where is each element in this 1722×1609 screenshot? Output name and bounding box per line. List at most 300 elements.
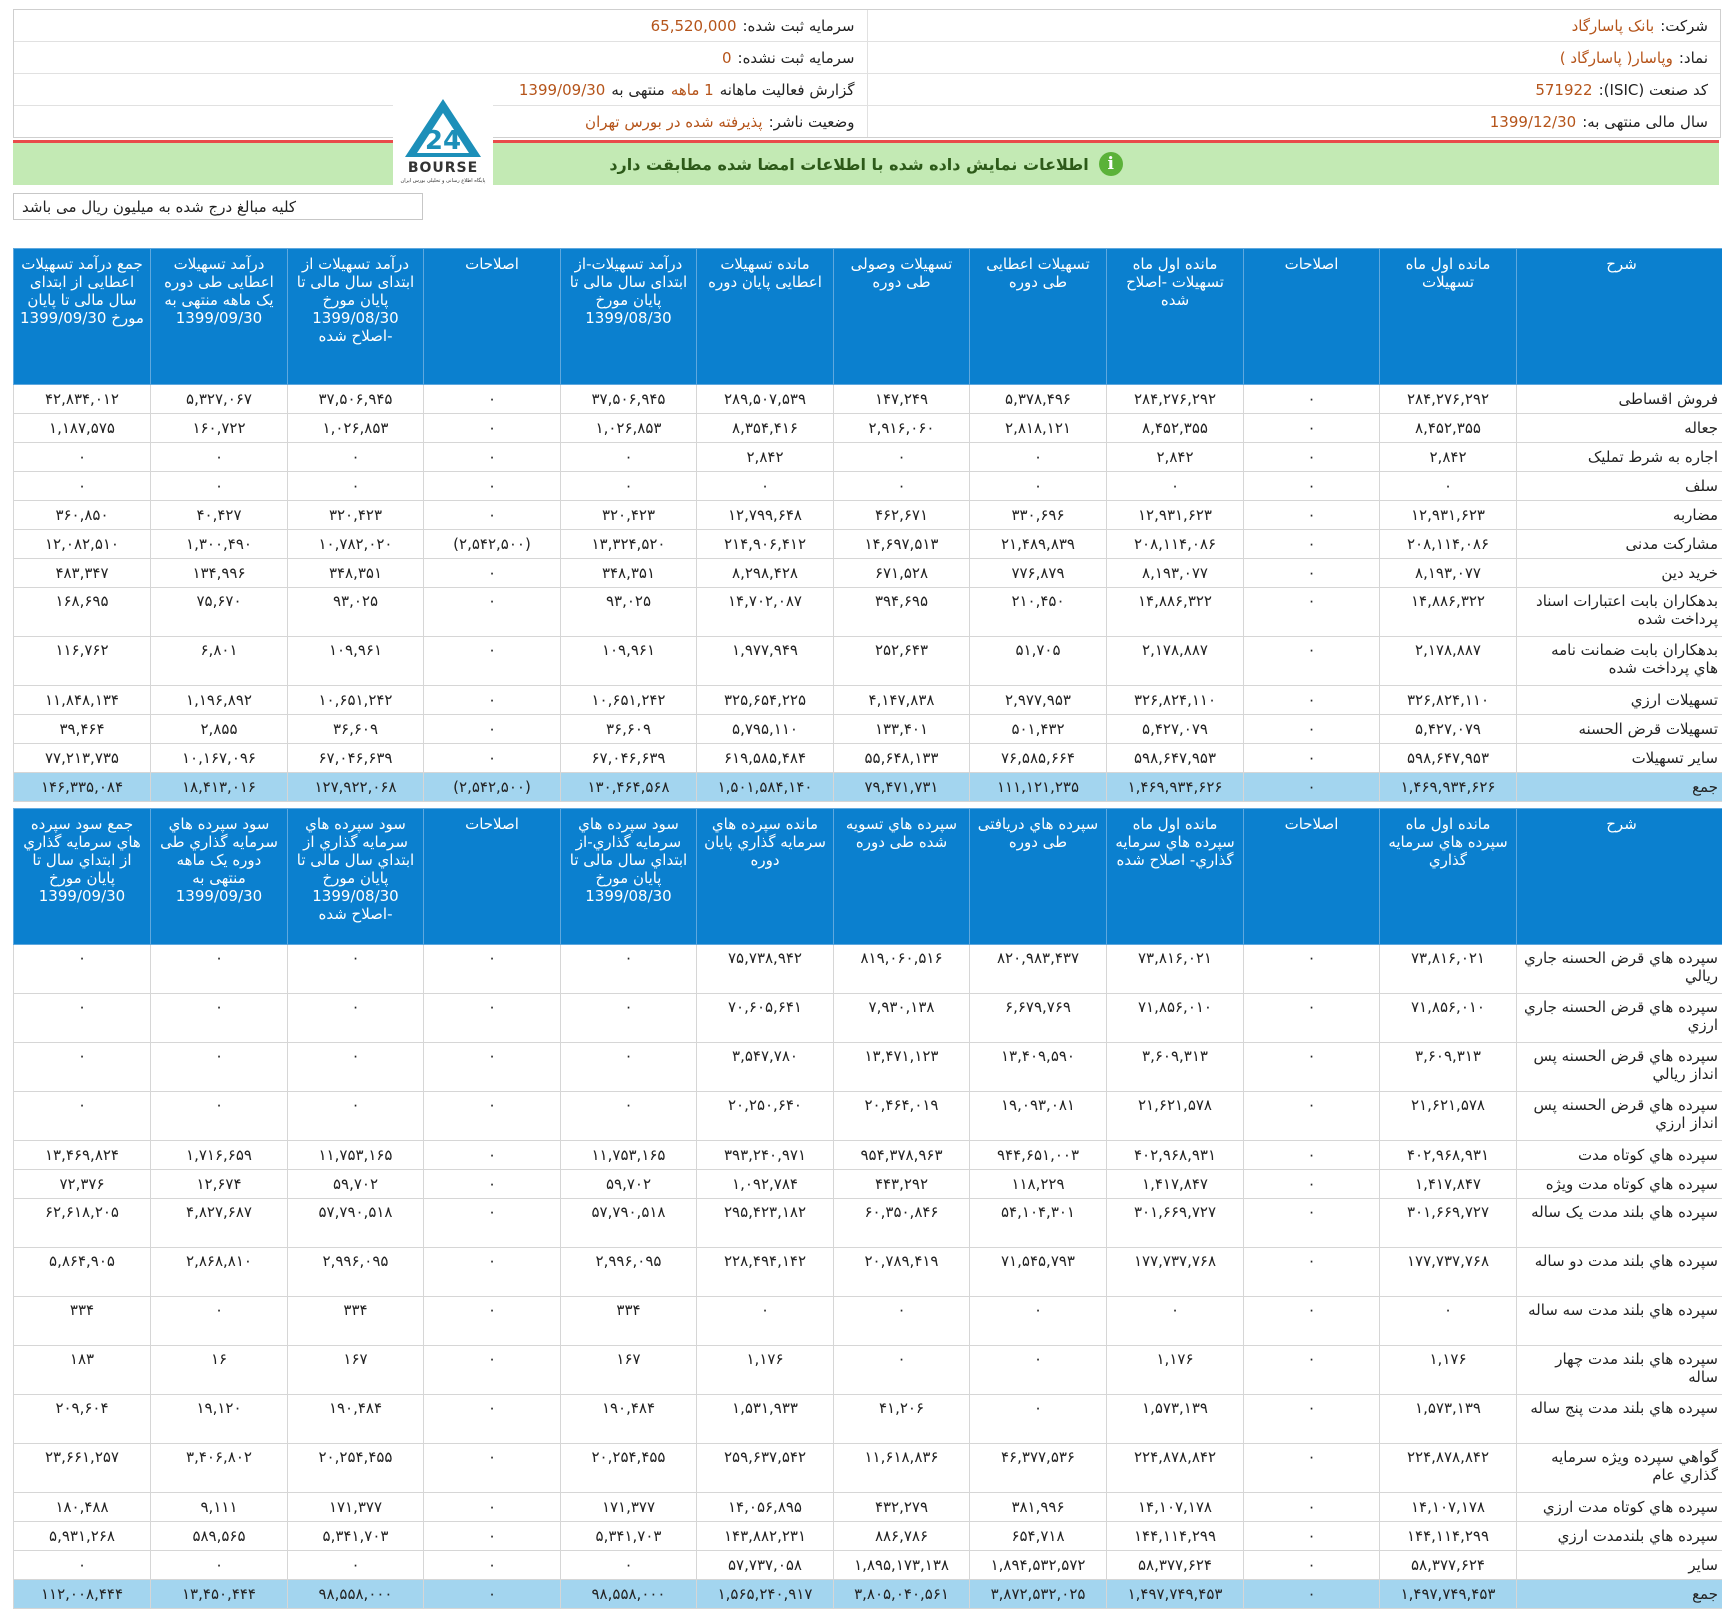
logo-text: BOURSE	[408, 160, 478, 176]
table-cell: ۱,۴۶۹,۹۳۴,۶۲۶	[1380, 773, 1517, 802]
capital-label: سرمایه ثبت شده:	[743, 17, 855, 35]
table-cell: ۰	[834, 443, 970, 472]
table-cell: ۱۶	[151, 1346, 288, 1395]
table-cell: ۰	[970, 1346, 1107, 1395]
table-cell: ۱۰,۷۸۲,۰۲۰	[288, 530, 424, 559]
table-cell: ۱۳۴,۹۹۶	[151, 559, 288, 588]
table-cell: ۰	[1244, 1092, 1380, 1141]
table-cell: ۲۲۴,۸۷۸,۸۴۲	[1107, 1444, 1244, 1493]
table-cell: ۰	[1244, 1170, 1380, 1199]
table-cell: ۵۷,۷۹۰,۵۱۸	[561, 1199, 697, 1248]
table-cell: ۰	[561, 945, 697, 994]
table-cell: ۳,۴۰۶,۸۰۲	[151, 1444, 288, 1493]
table-cell: ۱,۱۹۶,۸۹۲	[151, 686, 288, 715]
table-cell: ۷۰,۶۰۵,۶۴۱	[697, 994, 834, 1043]
row-label: بدهکاران بابت اعتبارات اسناد پرداخت شده	[1517, 588, 1722, 637]
table-cell: ۰	[424, 945, 561, 994]
table-cell: ۰	[1244, 945, 1380, 994]
table-cell: ۲۱,۶۲۱,۵۷۸	[1107, 1092, 1244, 1141]
table-row	[14, 1297, 1722, 1346]
row-label: سلف	[1517, 472, 1722, 501]
table-cell: ۷۵,۷۳۸,۹۴۲	[697, 945, 834, 994]
fiscal-value: 1399/12/30	[1490, 113, 1576, 131]
table-cell: ۶۲,۶۱۸,۲۰۵	[14, 1199, 151, 1248]
table-cell: ۰	[1244, 1297, 1380, 1346]
table-row	[14, 385, 1722, 414]
table-row	[14, 530, 1722, 559]
table-cell: ۲۸۴,۲۷۶,۲۹۲	[1380, 385, 1517, 414]
table-cell: ۰	[1244, 715, 1380, 744]
table-cell: ۱,۷۱۶,۶۵۹	[151, 1141, 288, 1170]
table-cell: ۰	[970, 443, 1107, 472]
table-cell: ۰	[14, 994, 151, 1043]
table-cell: ۰	[1244, 472, 1380, 501]
unregistered-label: سرمایه ثبت نشده:	[738, 49, 855, 67]
loans-total-row	[14, 773, 1722, 802]
table-row	[14, 1141, 1722, 1170]
table-cell: ۰	[424, 1297, 561, 1346]
table-cell: ۱۴,۱۰۷,۱۷۸	[1380, 1493, 1517, 1522]
table-cell: ۰	[424, 501, 561, 530]
report-label: گزارش فعالیت ماهانه	[720, 81, 855, 99]
table-cell: ۱۴۷,۲۴۹	[834, 385, 970, 414]
table-cell: ۳,۶۰۹,۳۱۳	[1380, 1043, 1517, 1092]
table-cell: ۰	[1244, 1551, 1380, 1580]
table-cell: ۱۴,۸۸۶,۳۲۲	[1107, 588, 1244, 637]
table-cell: ۱,۵۶۵,۲۴۰,۹۱۷	[697, 1580, 834, 1609]
table-cell: ۴۰,۴۲۷	[151, 501, 288, 530]
table-cell: ۱۴۴,۱۱۴,۲۹۹	[1380, 1522, 1517, 1551]
symbol-value: وپاسار( پاسارگاد )	[1560, 49, 1673, 67]
loans-header-2: اصلاحات	[1244, 249, 1380, 385]
row-label: سپرده هاي بلندمدت ارزي	[1517, 1522, 1722, 1551]
isic-value: 571922	[1535, 81, 1592, 99]
table-row	[14, 1346, 1722, 1395]
deposits-header-3: مانده اول ماه سپرده هاي سرمایه گذاري- اصلاح شده	[1107, 809, 1244, 945]
table-cell: ۲,۱۷۸,۸۸۷	[1380, 637, 1517, 686]
table-cell: ۵,۸۶۴,۹۰۵	[14, 1248, 151, 1297]
row-label: جمع	[1517, 773, 1722, 802]
table-cell: ۹۸,۵۵۸,۰۰۰	[288, 1580, 424, 1609]
table-row	[14, 1170, 1722, 1199]
deposits-header-0: شرح	[1517, 809, 1722, 945]
table-cell: ۳۸۱,۹۹۶	[970, 1493, 1107, 1522]
table-cell: ۰	[424, 1043, 561, 1092]
deposits-header-4: سپرده هاي دریافتی طی دوره	[970, 809, 1107, 945]
table-cell: ۰	[424, 715, 561, 744]
table-cell: ۱,۰۲۶,۸۵۳	[288, 414, 424, 443]
table-cell: ۲,۸۴۲	[1380, 443, 1517, 472]
table-cell: ۱۴۶,۳۳۵,۰۸۴	[14, 773, 151, 802]
table-cell: ۲۵۲,۶۴۳	[834, 637, 970, 686]
table-cell: ۰	[14, 1551, 151, 1580]
table-cell: ۱۸۳	[14, 1346, 151, 1395]
row-label: سپرده هاي بلند مدت سه ساله	[1517, 1297, 1722, 1346]
table-cell: ۷۱,۸۵۶,۰۱۰	[1380, 994, 1517, 1043]
deposits-header-6: مانده سپرده هاي سرمایه گذاري پایان دوره	[697, 809, 834, 945]
table-cell: ۱,۵۷۳,۱۳۹	[1380, 1395, 1517, 1444]
table-cell: ۰	[151, 1297, 288, 1346]
table-cell: ۰	[1244, 559, 1380, 588]
table-cell: ۱۰,۶۵۱,۲۴۲	[561, 686, 697, 715]
table-cell: ۲۸۹,۵۰۷,۵۳۹	[697, 385, 834, 414]
table-cell: ۵,۷۹۵,۱۱۰	[697, 715, 834, 744]
table-cell: ۱,۴۱۷,۸۴۷	[1107, 1170, 1244, 1199]
row-label: مشارکت مدنی	[1517, 530, 1722, 559]
table-cell: ۲۱,۶۲۱,۵۷۸	[1380, 1092, 1517, 1141]
row-label: جعاله	[1517, 414, 1722, 443]
table-cell: ۷۳,۸۱۶,۰۲۱	[1107, 945, 1244, 994]
table-cell: ۱۳,۴۶۹,۸۲۴	[14, 1141, 151, 1170]
table-cell: ۳۰۱,۶۶۹,۷۲۷	[1380, 1199, 1517, 1248]
table-cell: ۲,۸۱۸,۱۲۱	[970, 414, 1107, 443]
loans-header-0: شرح	[1517, 249, 1722, 385]
table-cell: ۰	[697, 1297, 834, 1346]
table-row	[14, 744, 1722, 773]
table-cell: ۹۴۴,۶۵۱,۰۰۳	[970, 1141, 1107, 1170]
company-row	[867, 10, 1721, 41]
table-cell: ۰	[424, 1248, 561, 1297]
isic-label: کد صنعت (ISIC):	[1599, 81, 1708, 99]
table-cell: ۱۳,۴۰۹,۵۹۰	[970, 1043, 1107, 1092]
table-row	[14, 1199, 1722, 1248]
table-cell: ۲۲۸,۴۹۴,۱۴۲	[697, 1248, 834, 1297]
table-cell: ۱,۱۷۶	[697, 1346, 834, 1395]
status-value: پذیرفته شده در بورس تهران	[585, 113, 763, 131]
table-cell: ۰	[424, 1580, 561, 1609]
table-cell: ۲,۸۶۸,۸۱۰	[151, 1248, 288, 1297]
loans-header-11: جمع درآمد تسهیلات اعطایی از ابتدای سال مالی تا پایان مورخ 1399/09/30	[14, 249, 151, 385]
table-cell: ۱۶۷	[288, 1346, 424, 1395]
table-cell: ۱,۴۱۷,۸۴۷	[1380, 1170, 1517, 1199]
table-cell: ۷۹,۴۷۱,۷۳۱	[834, 773, 970, 802]
table-cell: ۱,۵۷۳,۱۳۹	[1107, 1395, 1244, 1444]
deposits-header-9: سود سپرده هاي سرمایه گذاري از ابتداي سال مالی تا پایان مورخ 1399/08/30 -اصلاح شده	[288, 809, 424, 945]
table-cell: ۷,۹۳۰,۱۳۸	[834, 994, 970, 1043]
table-cell: ۰	[288, 1092, 424, 1141]
capital-row	[14, 10, 867, 41]
table-cell: ۰	[970, 472, 1107, 501]
table-cell: ۰	[561, 1551, 697, 1580]
table-cell: ۴,۸۲۷,۶۸۷	[151, 1199, 288, 1248]
table-row	[14, 994, 1722, 1043]
table-cell: ۰	[1244, 1444, 1380, 1493]
table-cell: ۰	[424, 559, 561, 588]
table-cell: ۱۹۰,۴۸۴	[561, 1395, 697, 1444]
table-cell: ۲۵۹,۶۳۷,۵۴۲	[697, 1444, 834, 1493]
table-cell: ۱۳,۴۷۱,۱۲۳	[834, 1043, 970, 1092]
table-row	[14, 443, 1722, 472]
table-cell: ۰	[1107, 472, 1244, 501]
loans-header-5: تسهیلات وصولی طی دوره	[834, 249, 970, 385]
table-cell: ۰	[1244, 414, 1380, 443]
table-cell: ۱۳,۳۲۴,۵۲۰	[561, 530, 697, 559]
table-cell: ۳۷,۵۰۶,۹۴۵	[288, 385, 424, 414]
table-cell: (۲,۵۴۲,۵۰۰)	[424, 773, 561, 802]
table-cell: ۱,۱۷۶	[1380, 1346, 1517, 1395]
table-row	[14, 414, 1722, 443]
table-cell: ۱۴,۰۵۶,۸۹۵	[697, 1493, 834, 1522]
table-cell: ۸۸۶,۷۸۶	[834, 1522, 970, 1551]
table-cell: ۱,۰۲۶,۸۵۳	[561, 414, 697, 443]
table-cell: ۳۴۸,۳۵۱	[288, 559, 424, 588]
table-cell: ۱۴,۱۰۷,۱۷۸	[1107, 1493, 1244, 1522]
table-cell: ۱,۳۰۰,۴۹۰	[151, 530, 288, 559]
unregistered-capital-row	[14, 42, 867, 73]
table-cell: ۷۳,۸۱۶,۰۲۱	[1380, 945, 1517, 994]
table-cell: ۰	[424, 1444, 561, 1493]
table-cell: ۰	[424, 385, 561, 414]
table-cell: ۰	[1244, 1043, 1380, 1092]
table-cell: ۰	[1244, 773, 1380, 802]
table-cell: ۰	[424, 744, 561, 773]
table-cell: ۰	[424, 1199, 561, 1248]
table-cell: ۵۱,۷۰۵	[970, 637, 1107, 686]
table-cell: ۱,۱۸۷,۵۷۵	[14, 414, 151, 443]
table-cell: ۱۲,۹۳۱,۶۲۳	[1107, 501, 1244, 530]
table-cell: ۲۰,۲۵۴,۴۵۵	[288, 1444, 424, 1493]
table-row	[14, 686, 1722, 715]
table-cell: ۰	[14, 1043, 151, 1092]
table-cell: ۳۳۴	[288, 1297, 424, 1346]
deposits-header-row	[14, 809, 1722, 945]
row-label: سپرده هاي کوتاه مدت	[1517, 1141, 1722, 1170]
deposits-header-2: اصلاحات	[1244, 809, 1380, 945]
table-row	[14, 472, 1722, 501]
table-row	[14, 637, 1722, 686]
table-cell: ۷۱,۵۴۵,۷۹۳	[970, 1248, 1107, 1297]
loans-header-9: درآمد تسهیلات از ابتدای سال مالی تا پایان مورخ 1399/08/30 -اصلاح شده	[288, 249, 424, 385]
table-cell: ۰	[424, 588, 561, 637]
table-cell: ۶۱۹,۵۸۵,۴۸۴	[697, 744, 834, 773]
table-row	[14, 1092, 1722, 1141]
table-row	[14, 715, 1722, 744]
table-cell: ۵,۴۲۷,۰۷۹	[1107, 715, 1244, 744]
table-cell: ۱۷۷,۷۳۷,۷۶۸	[1380, 1248, 1517, 1297]
table-cell: ۲۲۴,۸۷۸,۸۴۲	[1380, 1444, 1517, 1493]
table-cell: ۰	[424, 994, 561, 1043]
table-cell: ۴۰۲,۹۶۸,۹۳۱	[1107, 1141, 1244, 1170]
table-cell: ۰	[561, 443, 697, 472]
table-cell: ۶۷,۰۴۶,۶۳۹	[561, 744, 697, 773]
table-cell: ۵,۳۷۸,۴۹۶	[970, 385, 1107, 414]
table-cell: ۳۷,۵۰۶,۹۴۵	[561, 385, 697, 414]
verification-text: اطلاعات نمایش داده شده با اطلاعات امضا شده مطابقت دارد	[609, 155, 1088, 174]
table-cell: ۲۰,۲۵۰,۶۴۰	[697, 1092, 834, 1141]
table-cell: ۴۶۲,۶۷۱	[834, 501, 970, 530]
table-cell: ۸,۲۹۸,۴۲۸	[697, 559, 834, 588]
table-cell: ۸,۱۹۳,۰۷۷	[1107, 559, 1244, 588]
table-cell: ۵,۳۲۷,۰۶۷	[151, 385, 288, 414]
row-label: بدهکاران بابت ضمانت نامه هاي پرداخت شده	[1517, 637, 1722, 686]
table-cell: ۱,۱۷۶	[1107, 1346, 1244, 1395]
info-icon: i	[1099, 152, 1123, 176]
table-cell: ۸,۴۵۲,۳۵۵	[1380, 414, 1517, 443]
table-cell: ۳۶,۶۰۹	[561, 715, 697, 744]
table-cell: ۰	[424, 637, 561, 686]
table-cell: ۰	[14, 472, 151, 501]
table-cell: ۰	[1380, 1297, 1517, 1346]
table-cell: ۹۳,۰۲۵	[288, 588, 424, 637]
table-cell: ۶,۸۰۱	[151, 637, 288, 686]
row-label: تسهیلات ارزي	[1517, 686, 1722, 715]
table-cell: ۶۷,۰۴۶,۶۳۹	[288, 744, 424, 773]
deposits-header-7: سود سپرده هاي سرمایه گذاري-از ابتداي سال مالی تا پایان مورخ 1399/08/30	[561, 809, 697, 945]
table-cell: ۰	[424, 1170, 561, 1199]
table-cell: ۰	[288, 1043, 424, 1092]
deposits-header-10: سود سپرده هاي سرمایه گذاري طی دوره یک ماهه منتهی به 1399/09/30	[151, 809, 288, 945]
table-cell: ۰	[424, 414, 561, 443]
table-cell: ۲۰,۲۵۴,۴۵۵	[561, 1444, 697, 1493]
table-cell: ۲۱,۴۸۹,۸۳۹	[970, 530, 1107, 559]
table-row	[14, 1248, 1722, 1297]
table-cell: ۰	[288, 994, 424, 1043]
company-value: بانک پاسارگاد	[1572, 17, 1655, 35]
table-cell: ۷۷,۲۱۳,۷۳۵	[14, 744, 151, 773]
fiscal-row	[867, 106, 1721, 137]
deposits-header-11: جمع سود سپرده هاي سرمایه گذاري از ابتداي سال تا پایان مورخ 1399/09/30	[14, 809, 151, 945]
table-cell: ۰	[424, 443, 561, 472]
row-label: سپرده هاي کوتاه مدت ويژه	[1517, 1170, 1722, 1199]
row-label: فروش اقساطی	[1517, 385, 1722, 414]
table-cell: ۴۴۳,۲۹۲	[834, 1170, 970, 1199]
table-cell: ۱۶۸,۶۹۵	[14, 588, 151, 637]
table-cell: ۰	[151, 472, 288, 501]
table-cell: ۸۲۰,۹۸۳,۴۳۷	[970, 945, 1107, 994]
fiscal-label: سال مالی منتهی به:	[1582, 113, 1708, 131]
row-label: سپرده هاي بلند مدت چهار ساله	[1517, 1346, 1722, 1395]
loans-header-4: تسهیلات اعطایی طی دوره	[970, 249, 1107, 385]
row-label: سپرده هاي کوتاه مدت ارزي	[1517, 1493, 1722, 1522]
units-note: کلیه مبالغ درج شده به میلیون ریال می باشد	[13, 193, 423, 220]
loans-header-10: درآمد تسهیلات اعطایی طی دوره یک ماهه منتهی به 1399/09/30	[151, 249, 288, 385]
table-cell: ۱۲,۰۸۲,۵۱۰	[14, 530, 151, 559]
table-cell: ۹,۱۱۱	[151, 1493, 288, 1522]
table-cell: ۱,۵۰۱,۵۸۴,۱۴۰	[697, 773, 834, 802]
table-cell: ۱۹۰,۴۸۴	[288, 1395, 424, 1444]
report-end-date: 1399/09/30	[519, 81, 605, 99]
table-cell: ۱۱۲,۰۰۸,۴۴۴	[14, 1580, 151, 1609]
table-cell: ۱۷۱,۳۷۷	[561, 1493, 697, 1522]
table-cell: ۳۰۱,۶۶۹,۷۲۷	[1107, 1199, 1244, 1248]
table-cell: ۱۱,۷۵۳,۱۶۵	[288, 1141, 424, 1170]
loans-body	[14, 385, 1722, 802]
table-cell: ۰	[1244, 530, 1380, 559]
table-cell: ۲۰۹,۶۰۴	[14, 1395, 151, 1444]
table-cell: ۷۲,۳۷۶	[14, 1170, 151, 1199]
table-cell: ۳۲۶,۸۲۴,۱۱۰	[1107, 686, 1244, 715]
table-cell: ۰	[561, 1092, 697, 1141]
table-cell: ۸۱۹,۰۶۰,۵۱۶	[834, 945, 970, 994]
loans-header-1: مانده اول ماه تسهیلات	[1380, 249, 1517, 385]
table-cell: ۳۳۴	[14, 1297, 151, 1346]
table-cell: ۰	[970, 1297, 1107, 1346]
table-cell: ۲۹۵,۴۲۳,۱۸۲	[697, 1199, 834, 1248]
table-cell: ۵۹۸,۶۴۷,۹۵۳	[1107, 744, 1244, 773]
report-period: 1 ماهه	[671, 81, 714, 99]
table-cell: ۵,۳۴۱,۷۰۳	[288, 1522, 424, 1551]
table-cell: ۳,۵۴۷,۷۸۰	[697, 1043, 834, 1092]
table-cell: ۱۱۱,۱۲۱,۲۳۵	[970, 773, 1107, 802]
table-cell: ۱۸۰,۴۸۸	[14, 1493, 151, 1522]
table-cell: ۱۰۹,۹۶۱	[288, 637, 424, 686]
table-cell: ۳۳۰,۶۹۶	[970, 501, 1107, 530]
table-cell: ۱,۸۹۵,۱۷۳,۱۳۸	[834, 1551, 970, 1580]
row-label: سپرده هاي بلند مدت يک ساله	[1517, 1199, 1722, 1248]
table-cell: ۹۵۴,۳۷۸,۹۶۳	[834, 1141, 970, 1170]
table-cell: ۸,۴۵۲,۳۵۵	[1107, 414, 1244, 443]
unregistered-value: 0	[722, 49, 732, 67]
row-label: سپرده هاي قرض الحسنه پس انداز ريالي	[1517, 1043, 1722, 1092]
report-end-label: منتهی به	[611, 81, 665, 99]
table-cell: ۱۴,۶۹۷,۵۱۳	[834, 530, 970, 559]
table-cell: ۳۲۰,۴۲۳	[561, 501, 697, 530]
table-cell: ۰	[424, 1395, 561, 1444]
table-cell: ۰	[424, 686, 561, 715]
table-cell: ۰	[1244, 1346, 1380, 1395]
table-cell: ۰	[288, 945, 424, 994]
table-cell: ۰	[1380, 472, 1517, 501]
table-cell: ۶۷۱,۵۲۸	[834, 559, 970, 588]
table-cell: ۰	[151, 443, 288, 472]
row-label: سایر تسهیلات	[1517, 744, 1722, 773]
table-cell: ۵,۴۲۷,۰۷۹	[1380, 715, 1517, 744]
loans-header-3: مانده اول ماه تسهیلات -اصلاح شده	[1107, 249, 1244, 385]
table-cell: ۰	[1244, 637, 1380, 686]
table-cell: ۵۰۱,۴۳۲	[970, 715, 1107, 744]
company-info-panel	[13, 9, 1721, 138]
row-label: سپرده هاي بلند مدت دو ساله	[1517, 1248, 1722, 1297]
table-cell: ۵۸,۳۷۷,۶۲۴	[1380, 1551, 1517, 1580]
table-cell: ۱۲,۹۳۱,۶۲۳	[1380, 501, 1517, 530]
verification-banner	[13, 143, 1719, 185]
table-cell: ۶۰,۳۵۰,۸۴۶	[834, 1199, 970, 1248]
table-cell: ۰	[151, 945, 288, 994]
table-cell: ۲,۸۵۵	[151, 715, 288, 744]
table-cell: ۱۰,۶۵۱,۲۴۲	[288, 686, 424, 715]
table-row	[14, 559, 1722, 588]
table-cell: ۰	[1244, 501, 1380, 530]
row-label: سپرده هاي بلند مدت پنج ساله	[1517, 1395, 1722, 1444]
table-cell: ۲,۱۷۸,۸۸۷	[1107, 637, 1244, 686]
table-cell: ۵,۹۳۱,۲۶۸	[14, 1522, 151, 1551]
table-cell: ۱۱,۸۴۸,۱۳۴	[14, 686, 151, 715]
loans-header-8: اصلاحات	[424, 249, 561, 385]
row-label: سپرده هاي قرض الحسنه جاري ارزي	[1517, 994, 1722, 1043]
table-row	[14, 588, 1722, 637]
table-cell: ۰	[561, 994, 697, 1043]
table-cell: ۴,۱۴۷,۸۳۸	[834, 686, 970, 715]
table-cell: ۳,۶۰۹,۳۱۳	[1107, 1043, 1244, 1092]
table-cell: ۰	[151, 1043, 288, 1092]
table-cell: ۵۵,۶۴۸,۱۳۳	[834, 744, 970, 773]
table-cell: ۰	[1244, 744, 1380, 773]
table-cell: ۰	[424, 472, 561, 501]
table-cell: ۱۴,۷۰۲,۰۸۷	[697, 588, 834, 637]
table-cell: ۵۸۹,۵۶۵	[151, 1522, 288, 1551]
table-cell: ۰	[424, 1522, 561, 1551]
table-cell: ۳۲۰,۴۲۳	[288, 501, 424, 530]
table-cell: ۲۰۸,۱۱۴,۰۸۶	[1380, 530, 1517, 559]
table-cell: ۶۵۴,۷۱۸	[970, 1522, 1107, 1551]
table-cell: ۲۰,۷۸۹,۴۱۹	[834, 1248, 970, 1297]
table-cell: ۲۱۰,۴۵۰	[970, 588, 1107, 637]
isic-row	[867, 74, 1721, 105]
table-cell: ۵۹۸,۶۴۷,۹۵۳	[1380, 744, 1517, 773]
table-cell: ۴۸۳,۳۴۷	[14, 559, 151, 588]
table-cell: ۲,۹۹۶,۰۹۵	[288, 1248, 424, 1297]
bourse-logo	[393, 91, 493, 186]
